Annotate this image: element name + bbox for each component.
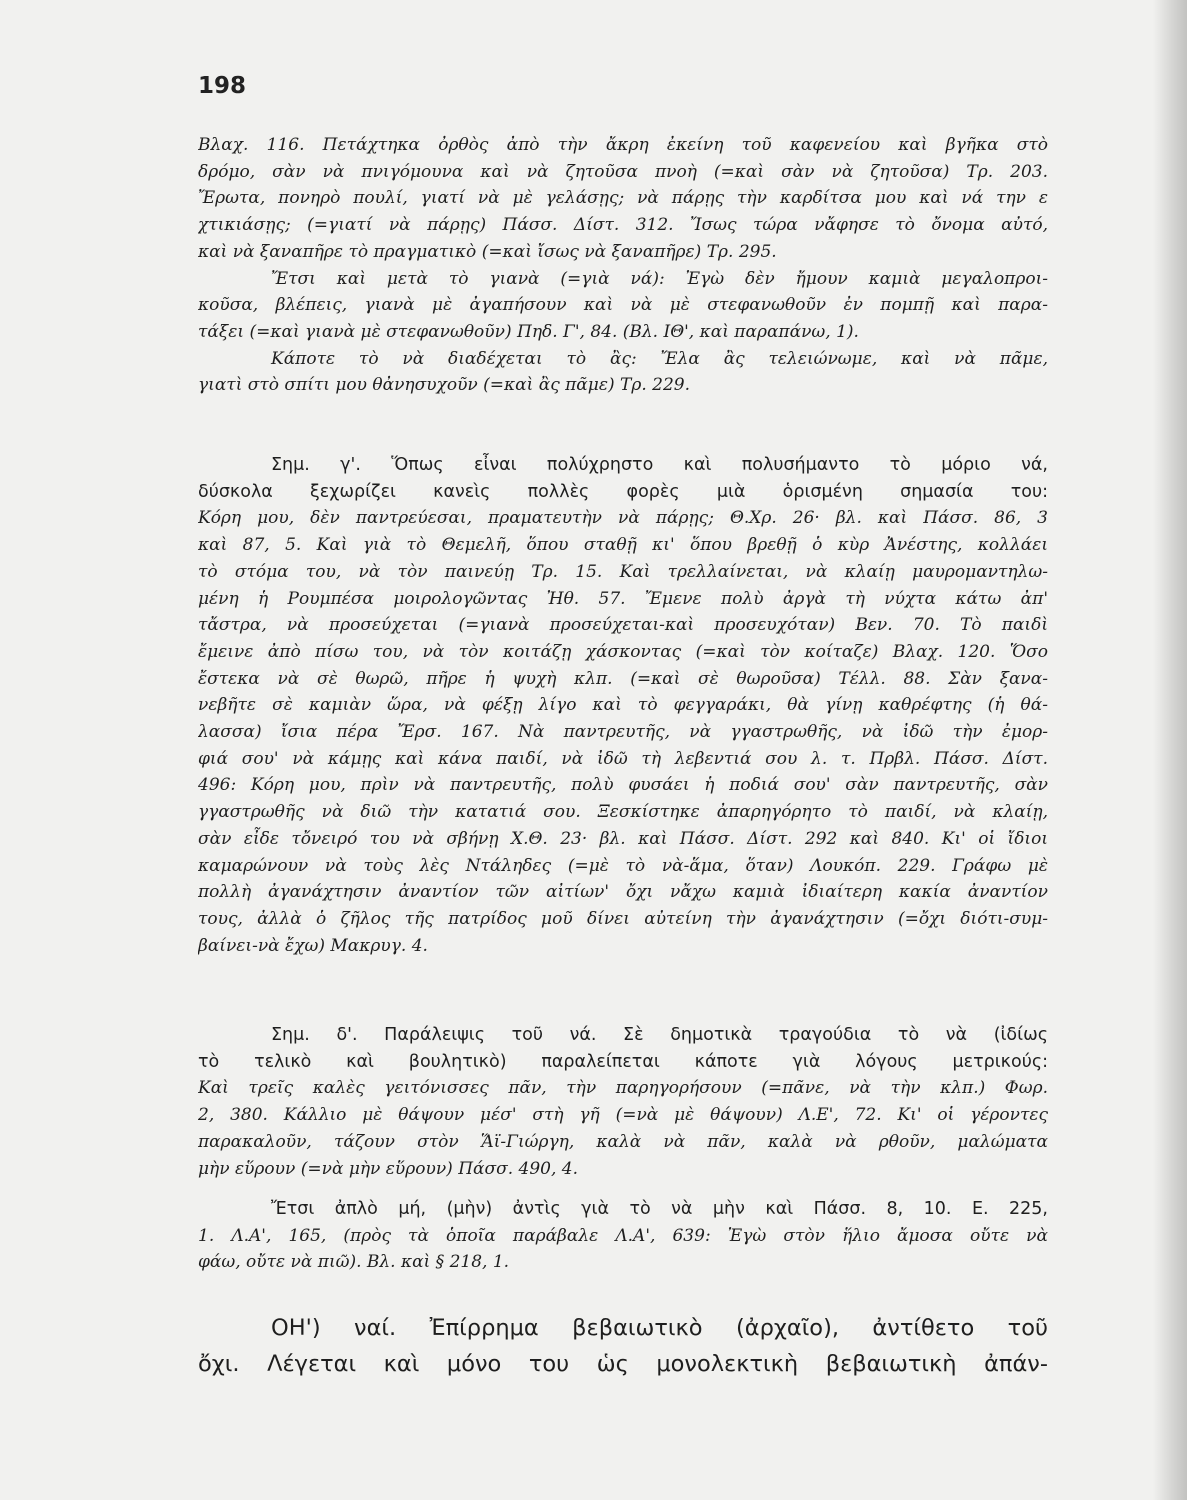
text-line: τὸ στόμα του, νὰ τὸν παινεύῃ Τρ. 15. Καὶ τρελλαίνεται, νὰ κλαίῃ μαυρομαντηλω- [198,561,1048,582]
text-line: Καὶ τρεῖς καλὲς γειτόνισσες πᾶν, τὴν παρηγορήσουν (=πᾶνε, νὰ τὴν κλπ.) Φωρ. [198,1078,1048,1099]
text-line: βαίνει-νὰ ἔχω) Μακρυγ. 4. [198,935,428,956]
text-line: παρακαλοῦν, τάζουν στὸν Ἅϊ-Γιώργη, καλὰ νὰ πᾶν, καλὰ νὰ ρθοῦν, μαλώματα [198,1131,1048,1152]
text-line: τους, ἀλλὰ ὁ ζῆλος τῆς πατρίδος μοῦ δίνει αὐτείνη τὴν ἀγανάχτησιν (=ὄχι διότι-συμ- [198,908,1048,929]
text-line: 2, 380. Κάλλιο μὲ θάψουν μέσ' στὴ γῆ (=νὰ μὲ θάψουν) Λ.Ε', 72. Κι' οἱ γέροντες [198,1105,1048,1126]
text-line: μένη ἡ Ρουμπέσα μοιρολογῶντας Ἠθ. 57. Ἔμενε πολὺ ἀργὰ τὴ νύχτα κάτω ἀπ' [198,588,1048,609]
text-line: ἔμεινε ἀπὸ πίσω του, νὰ τὸν κοιτάζῃ χάσκοντας (=καὶ τὸν κοίταζε) Βλαχ. 120. Ὅσο [198,641,1048,662]
text-line: φιά σου' νὰ κάμῃς καὶ κάνα παιδί, νὰ ἰδῶ τὴ λεβεντιά σου λ. τ. Πρβλ. Πάσσ. Δίστ. [198,748,1048,769]
section-oh-nai [198,1310,1048,1382]
text-line: τἄστρα, νὰ προσεύχεται (=γιανὰ προσεύχεται-καὶ προσευχόταν) Βεν. 70. Τὸ παιδὶ [198,615,1048,636]
text-line: Κάποτε τὸ νὰ διαδέχεται τὸ ἂς: Ἔλα ἂς τελειώνωμε, καὶ νὰ πᾶμε, [271,348,1048,369]
text-line: τάξει (=καὶ γιανὰ μὲ στεφανωθοῦν) Πηδ. Γ', 84. (Βλ. ΙΘ', καὶ παραπάνω, 1). [198,321,859,342]
text-line: γιατὶ στὸ σπίτι μου θἀνησυχοῦν (=καὶ ἂς πᾶμε) Τρ. 229. [198,375,690,396]
note-heading-line: Σημ. γ'. Ὅπως εἶναι πολύχρηστο καὶ πολυσήμαντο τὸ μόριο νά, [271,455,1048,475]
text-line: Ἔτσι καὶ μετὰ τὸ γιανὰ (=γιὰ νά): Ἐγὼ δὲν ἤμουν καμιὰ μεγαλοπροι- [271,268,1048,289]
text-line: Ἔτσι ἀπλὸ μή, (μὴν) ἀντὶς γιὰ τὸ νὰ μὴν καὶ Πάσσ. 8, 10. Ε. 225, [271,1199,1048,1219]
page-edge-shadow [1153,0,1187,1500]
note-delta-paragraph [198,1022,1048,1182]
paragraph-mi-instead [198,1196,1048,1276]
text-line: μὴν εὕρουν (=νὰ μὴν εὕρουν) Πάσσ. 490, 4. [198,1158,578,1179]
paragraph-blach-examples [198,132,1048,399]
text-line: πολλὴ ἀγανάχτησιν ἀναντίον τῶν αἰτίων' ὄχι νἄχω καμιὰ ἰδιαίτερη κακία ἀναντίον [198,882,1048,903]
text-line: 1. Λ.Α', 165, (πρὸς τὰ ὁποῖα παράβαλε Λ.Α', 639: Ἐγὼ στὸν ἥλιο ἄμοσα οὔτε νὰ [198,1225,1048,1246]
note-heading-line: Σημ. δ'. Παράλειψις τοῦ νά. Σὲ δημοτικὰ τραγούδια τὸ νὰ (ἰδίως [271,1025,1048,1045]
section-heading-line: ὄχι. Λέγεται καὶ μόνο του ὡς μονολεκτικὴ βεβαιωτικὴ ἀπάν- [198,1351,1048,1377]
text-line: ἔστεκα νὰ σὲ θωρῶ, πῆρε ἡ ψυχὴ κλπ. (=καὶ σὲ θωροῦσα) Τέλλ. 88. Σὰν ξανα- [198,668,1048,689]
text-line: Βλαχ. 116. Πετάχτηκα ὀρθὸς ἀπὸ τὴν ἄκρη ἐκείνη τοῦ καφενείου καὶ βγῆκα στὸ [198,135,1048,155]
text-line: γγαστρωθῆς νὰ διῶ τὴν κατατιά σου. Ξεσκίστηκε ἀπαρηγόρητο τὸ παιδί, νὰ κλαίῃ, [198,802,1048,823]
text-line: 496: Κόρη μου, πρὶν νὰ παντρευτῆς, πολὺ φυσάει ἡ ποδιά σου' σὰν παντρευτῆς, σὰν [198,775,1048,796]
note-gamma-paragraph [198,452,1048,959]
text-line: δρόμο, σὰν νὰ πνιγόμουνα καὶ νὰ ζητοῦσα πνοὴ (=καὶ σὰν νὰ ζητοῦσα) Τρ. 203. [198,161,1048,182]
text-line: σὰν εἶδε τὄνειρό του νὰ σβήνῃ Χ.Θ. 23· βλ. καὶ Πάσσ. Δίστ. 292 καὶ 840. Κι' οἱ ἴδιοι [198,828,1048,849]
page-number: 198 [198,73,247,99]
text-line: Ἔρωτα, πονηρὸ πουλί, γιατί νὰ μὲ γελάσῃς; νὰ πάρῃς τὴν καρδίτσα μου καὶ νά την ε [198,188,1048,209]
text-line: καὶ νὰ ξαναπῆρε τὸ πραγματικὸ (=καὶ ἴσως νὰ ξαναπῆρε) Τρ. 295. [198,241,777,262]
section-heading-line: ΟΗ') ναί. Ἐπίρρημα βεβαιωτικὸ (ἀρχαῖο), ἀντίθετο τοῦ [271,1315,1048,1341]
text-line: καὶ 87, 5. Καὶ γιὰ τὸ Θεμελῆ, ὅπου σταθῇ κι' ὅπου βρεθῇ ὁ κὺρ Ἀνέστης, κολλάει [198,535,1048,556]
note-heading-line: δύσκολα ξεχωρίζει κανεὶς πολλὲς φορὲς μιὰ ὁρισμένη σημασία του: [198,481,1048,502]
text-line: χτικιάσῃς; (=γιατί νὰ πάρῃς) Πάσσ. Δίστ. 312. Ἴσως τώρα νἄφησε τὸ ὄνομα αὐτό, [198,215,1048,236]
text-line: φάω, οὔτε νὰ πιῶ). Βλ. καὶ § 218, 1. [198,1252,510,1273]
text-line: κοῦσα, βλέπεις, γιανὰ μὲ ἀγαπήσουν καὶ νὰ μὲ στεφανωθοῦν ἐν πομπῇ καὶ παρα- [198,295,1048,316]
text-line: καμαρώνουν νὰ τοὺς λὲς Ντάληδες (=μὲ τὸ νὰ-ἅμα, ὅταν) Λουκόπ. 229. Γράφω μὲ [198,855,1048,876]
note-heading-line: τὸ τελικὸ καὶ βουλητικὸ) παραλείπεται κάποτε γιὰ λόγους μετρικούς: [198,1051,1048,1072]
text-line: νεβῆτε σὲ καμιὰν ὥρα, νὰ φέξῃ λίγο καὶ τὸ φεγγαράκι, θὰ γίνῃ καθρέφτης (ἡ θά- [198,695,1048,716]
text-line: Κόρη μου, δὲν παντρεύεσαι, πραματευτὴν νὰ πάρῃς; Θ.Χρ. 26· βλ. καὶ Πάσσ. 86, 3 [198,508,1048,529]
text-line: λασσα) ἴσια πέρα Ἔρσ. 167. Νὰ παντρευτῆς, νὰ γγαστρωθῆς, νὰ ἰδῶ τὴν ἐμορ- [198,722,1048,743]
